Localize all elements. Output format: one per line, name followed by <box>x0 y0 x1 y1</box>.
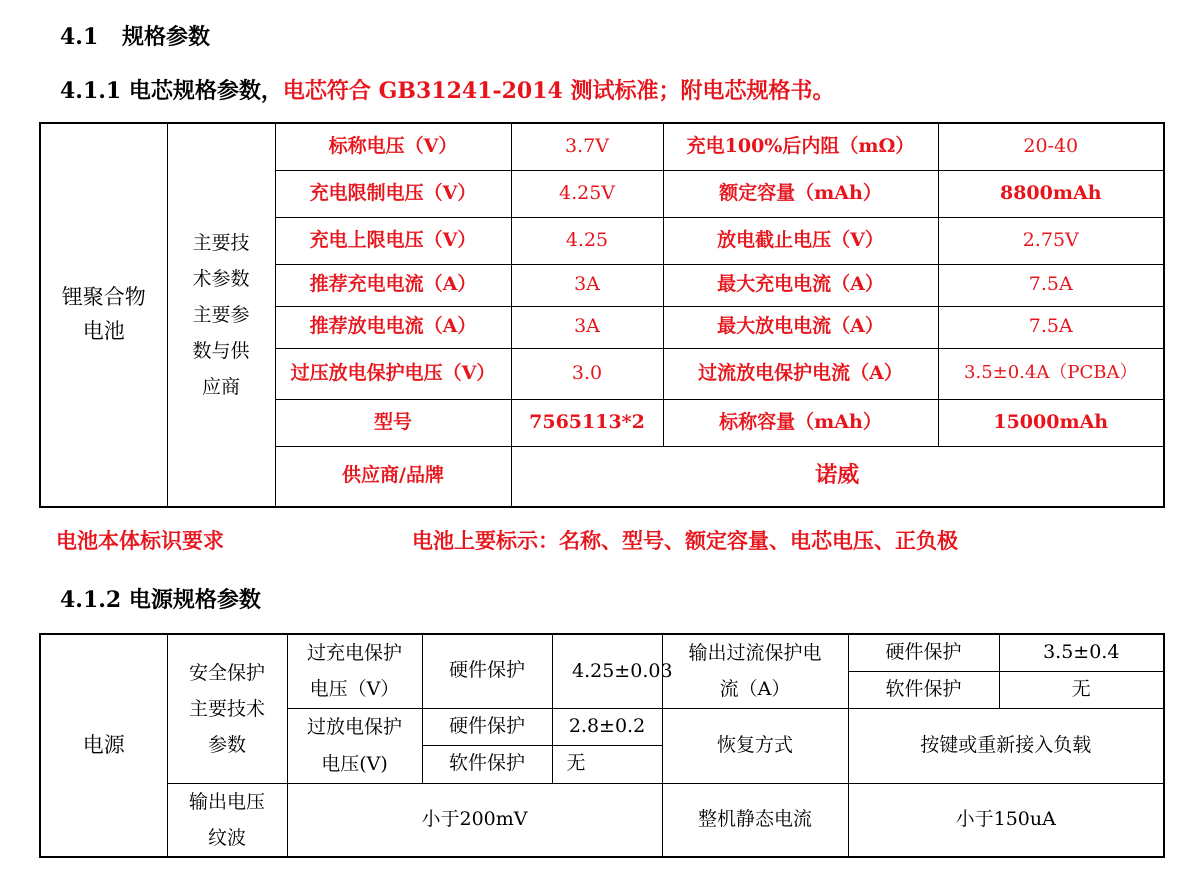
param-label: 充电100%后内阻（mΩ） <box>663 123 938 170</box>
param-value: 3.0 <box>511 348 663 399</box>
overcurrent-hw-label: 硬件保护 <box>848 634 999 671</box>
param-value: 8800mAh <box>938 170 1164 217</box>
param-label: 过流放电保护电流（A） <box>663 348 938 399</box>
param-value: 7.5A <box>938 264 1164 306</box>
overcharge-hw-value: 4.25±0.03 <box>552 634 662 708</box>
param-label: 标称电压（V） <box>275 123 511 170</box>
overcurrent-hw-value: 3.5±0.4 <box>999 634 1164 671</box>
param-label: 标称容量（mAh） <box>663 399 938 446</box>
overcharge-label: 过充电保护电压（V） <box>287 634 422 708</box>
overdischarge-hw-value: 2.8±0.2 <box>552 708 662 745</box>
param-value: 3.7V <box>511 123 663 170</box>
recovery-label: 恢复方式 <box>662 708 848 783</box>
param-value: 20-40 <box>938 123 1164 170</box>
supplier-label: 供应商/品牌 <box>275 446 511 507</box>
param-label: 额定容量（mAh） <box>663 170 938 217</box>
marking-requirement-text: 电池上要标示：名称、型号、额定容量、电芯电压、正负极 <box>412 528 958 553</box>
param-value: 4.25V <box>511 170 663 217</box>
param-label: 充电上限电压（V） <box>275 217 511 264</box>
cell-spec-table <box>39 122 1165 508</box>
ripple-label: 输出电压纹波 <box>167 783 287 857</box>
param-label: 推荐充电电流（A） <box>275 264 511 306</box>
param-value: 3A <box>511 264 663 306</box>
param-value: 3A <box>511 306 663 348</box>
ripple-value: 小于200mV <box>287 783 662 857</box>
subsection-standard-note: 电芯符合 GB31241-2014 测试标准；附电芯规格书。 <box>282 78 835 104</box>
section-number: 4.1 <box>60 24 99 50</box>
param-label: 推荐放电电流（A） <box>275 306 511 348</box>
overdischarge-hw-label: 硬件保护 <box>422 708 552 745</box>
power-spec-table <box>39 633 1165 858</box>
section-heading-4-1-2: 4.1.2 电源规格参数 <box>60 587 261 613</box>
param-value: 7.5A <box>938 306 1164 348</box>
overcharge-hw-label: 硬件保护 <box>422 634 552 708</box>
param-value: 2.75V <box>938 217 1164 264</box>
supplier-value: 诺威 <box>511 446 1164 507</box>
power-category-cell: 电源 <box>40 634 167 857</box>
param-value: 15000mAh <box>938 399 1164 446</box>
section-heading-4-1 <box>60 20 210 51</box>
param-label: 最大充电电流（A） <box>663 264 938 306</box>
overdischarge-sw-value: 无 <box>552 745 662 783</box>
param-value: 3.5±0.4A（PCBA） <box>938 348 1164 399</box>
param-value: 4.25 <box>511 217 663 264</box>
overcurrent-label: 输出过流保护电流（A） <box>662 634 848 708</box>
safety-group-cell: 安全保护主要技术参数 <box>167 634 287 783</box>
subsection-title: 4.1.1 电芯规格参数， <box>60 78 283 104</box>
param-label: 最大放电电流（A） <box>663 306 938 348</box>
section-title: 规格参数 <box>122 24 211 50</box>
category-cell: 锂聚合物电池 <box>40 123 167 507</box>
overdischarge-sw-label: 软件保护 <box>422 745 552 783</box>
section-heading-4-1-1 <box>60 74 835 105</box>
group-cell: 主要技术参数主要参数与供应商 <box>167 123 275 507</box>
recovery-value: 按键或重新接入负载 <box>848 708 1164 783</box>
param-label: 过压放电保护电压（V） <box>275 348 511 399</box>
overcurrent-sw-label: 软件保护 <box>848 671 999 708</box>
param-label: 型号 <box>275 399 511 446</box>
overdischarge-label: 过放电保护电压(V) <box>287 708 422 783</box>
param-label: 充电限制电压（V） <box>275 170 511 217</box>
marking-requirement-label: 电池本体标识要求 <box>56 528 224 553</box>
standby-value: 小于150uA <box>848 783 1164 857</box>
overcurrent-sw-value: 无 <box>999 671 1164 708</box>
standby-label: 整机静态电流 <box>662 783 848 857</box>
param-value: 7565113*2 <box>511 399 663 446</box>
param-label: 放电截止电压（V） <box>663 217 938 264</box>
